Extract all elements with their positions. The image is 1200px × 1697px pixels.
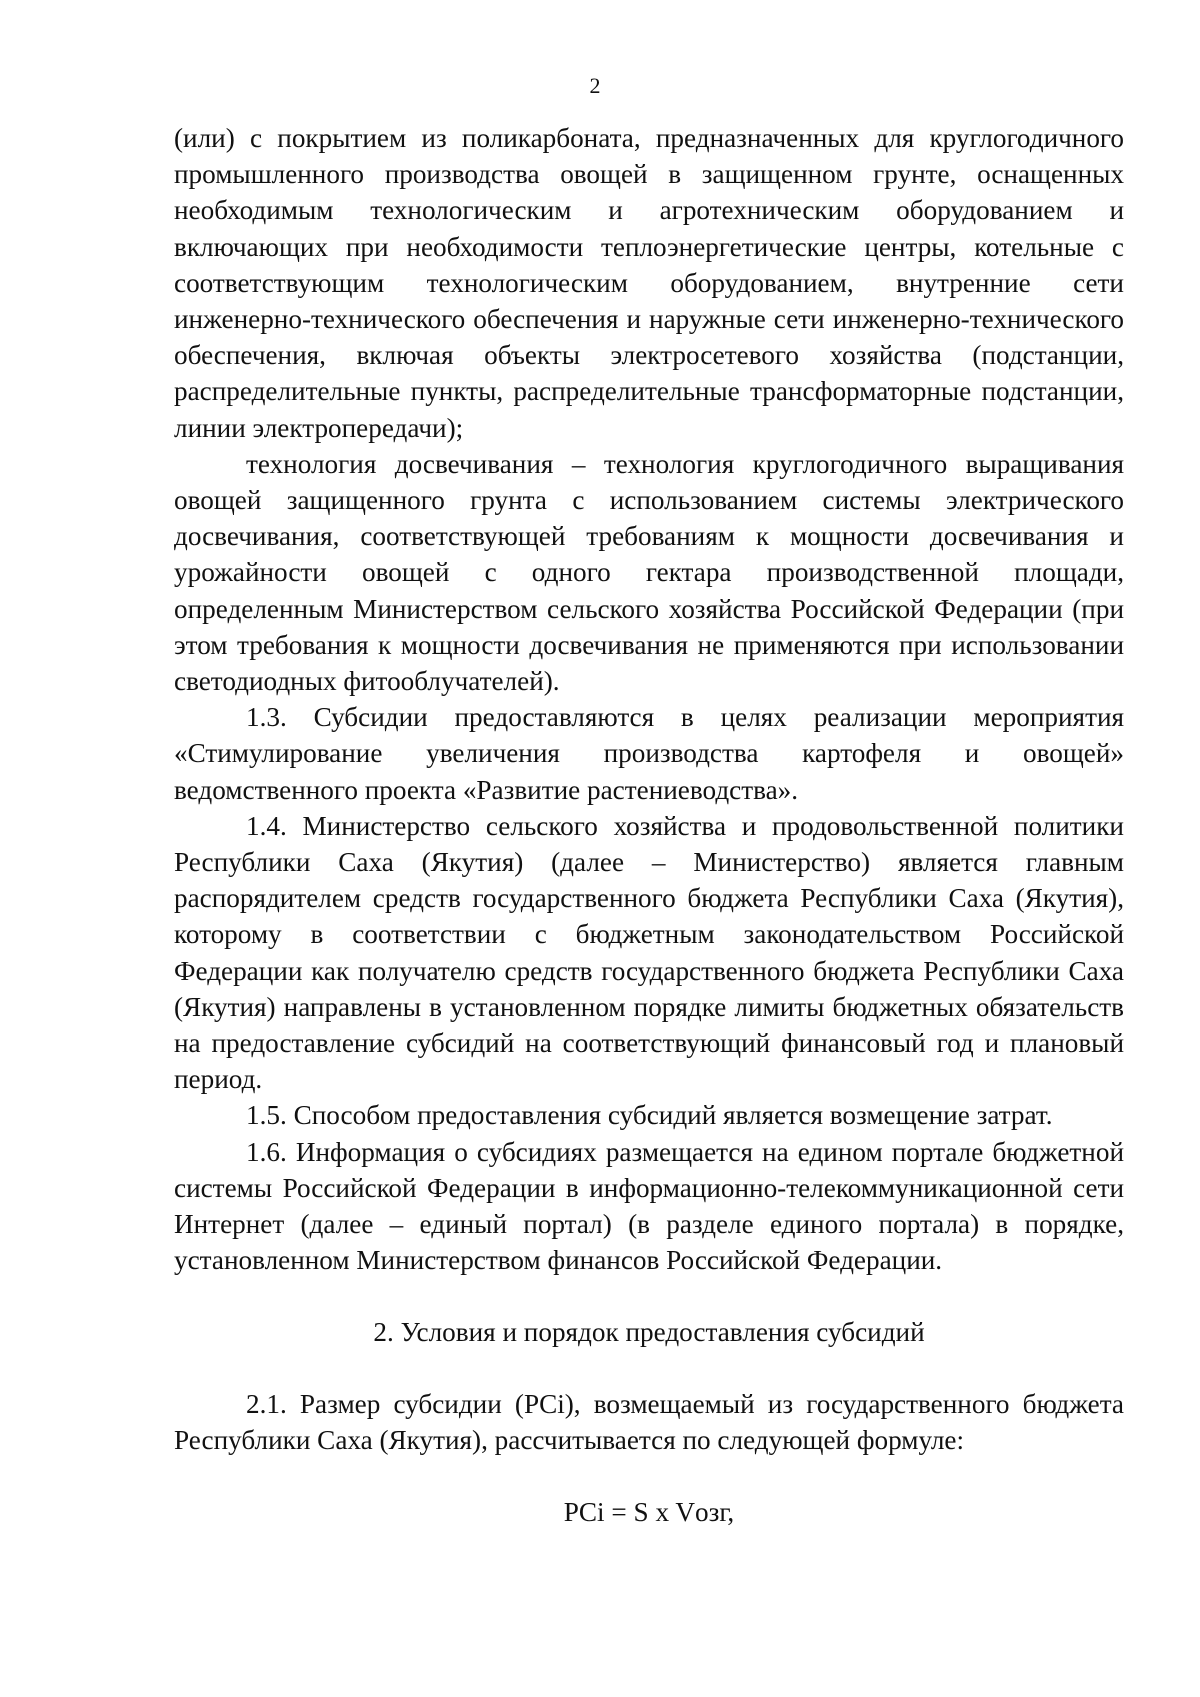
page-number: 2	[589, 73, 601, 98]
paragraph-1-5: 1.5. Способом предоставления субсидий является возмещение затрат.	[246, 1100, 1053, 1131]
document-body	[174, 120, 1124, 1530]
paragraph-1-4: 1.4. Министерство сельского хозяйства и продовольственной политики Республики Саха (Якутия) (далее – Министерство) является главным распорядителем средств государственного бюджета Республики Саха (Якутия), которому в соответствии с бюджетным законодательством Российской Федерации как получателю средств государственного бюджета Республики Саха (Якутия) направлены в установленном порядке лимиты бюджетных обязательств на предоставление субсидий на соответствующий финансовый год и плановый период.	[174, 810, 1124, 1095]
paragraph-1-3: 1.3. Субсидии предоставляются в целях реализации мероприятия «Стимулирование увеличения производства картофеля и овощей» ведомственного проекта «Развитие растениеводства».	[174, 702, 1124, 805]
subsidy-formula: PCi = S x Vозг,	[563, 1497, 735, 1528]
section-2-heading: 2. Условия и порядок предоставления субсидий	[373, 1316, 925, 1347]
paragraph-2-1: 2.1. Размер субсидии (PCi), возмещаемый из государственного бюджета Республики Саха (Якутия), рассчитывается по следующей формуле:	[174, 1388, 1124, 1455]
paragraph-1-6: 1.6. Информация о субсидиях размещается на едином портале бюджетной системы Российской Федерации в информационно-телекоммуникационной сети Интернет (далее – единый портал) (в разделе единого портала) в порядке, установленном Министерством финансов Российской Федерации.	[174, 1136, 1124, 1276]
paragraph-supplementary-lighting-definition: технология досвечивания – технология круглогодичного выращивания овощей защищенного грунта с использованием системы электрического досвечивания, соответствующей требованиям к мощности досвечивания и урожайности овощей с одного гектара производственной площади, определенным Министерством сельского хозяйства Российской Федерации (при этом требования к мощности досвечивания не применяются при использовании светодиодных фитооблучателей).	[174, 448, 1124, 697]
paragraph-greenhouse-definition-continuation: (или) с покрытием из поликарбоната, предназначенных для круглогодичного промышленного производства овощей в защищенном грунте, оснащенных необходимым технологическим и агротехническим оборудованием и включающих при необходимости теплоэнергетические центры, котельные с соответствующим технологическим оборудованием, внутренние сети инженерно-технического обеспечения и наружные сети инженерно-технического обеспечения, включая объекты электросетевого хозяйства (подстанции, распределительные пункты, распределительные трансформаторные подстанции, линии электропередачи);	[174, 123, 1124, 443]
